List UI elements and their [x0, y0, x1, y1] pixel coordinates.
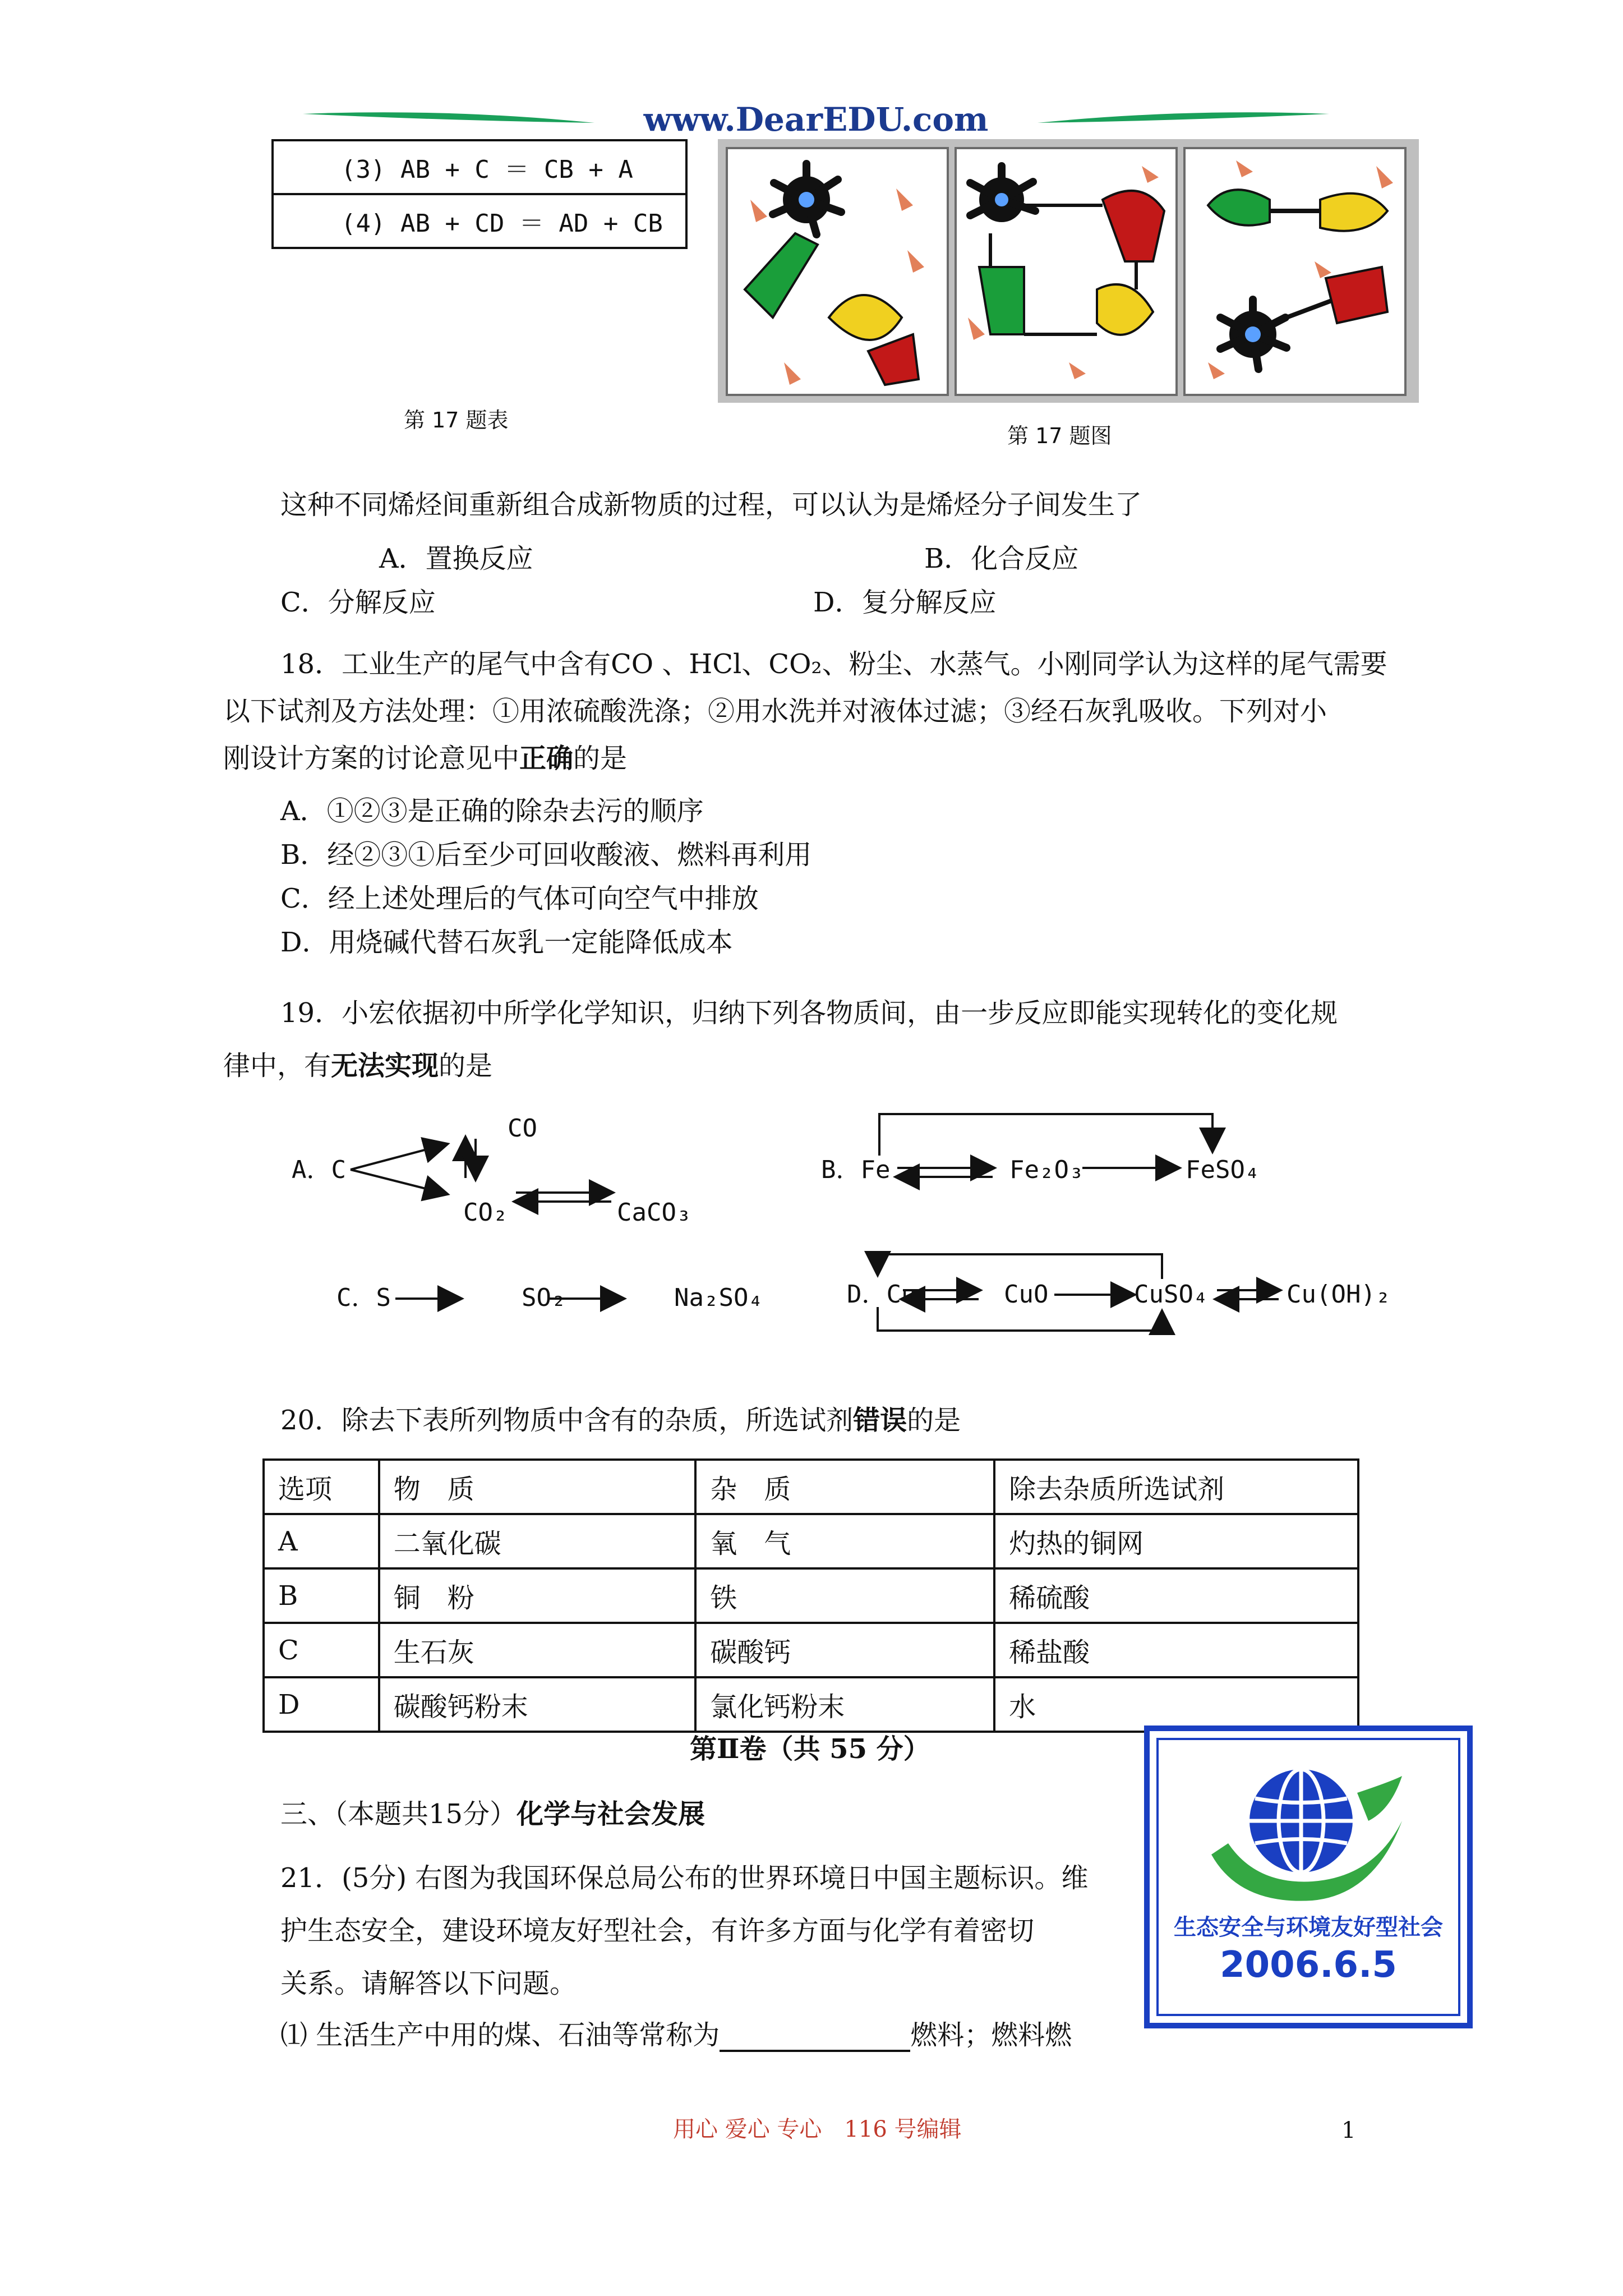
- q18-line-2: 以下试剂及方法处理：①用浓硫酸洗涤；②用水洗并对液体过滤；③经石灰乳吸收。下列对小: [223, 696, 1327, 727]
- section3-heading: [280, 1798, 705, 1831]
- q19-line-2: [223, 1050, 492, 1083]
- table-row: [264, 1568, 1358, 1623]
- metathesis-diagram-3: [1186, 149, 1404, 394]
- q18-line-3: [223, 743, 627, 775]
- q19-d-cuso4: CuSO₄: [1134, 1280, 1209, 1309]
- q19-b-feso4: FeSO₄: [1186, 1156, 1260, 1184]
- q20-question-post: 的是: [907, 1405, 961, 1436]
- header-reagent: 除去杂质所选试剂: [994, 1460, 1358, 1514]
- q19-a-co2: CO₂: [463, 1198, 508, 1227]
- cell-option: C: [264, 1623, 379, 1677]
- q17-figure: [718, 139, 1419, 403]
- cell-substance: 碳酸钙粉末: [379, 1677, 696, 1732]
- table-row: [264, 1623, 1358, 1677]
- header-impurity: 杂 质: [695, 1460, 994, 1514]
- q19-c-so2: SO₂: [522, 1283, 566, 1312]
- section3-topic: 化学与社会发展: [517, 1798, 706, 1830]
- q19-line-2-pre: 律中，有: [223, 1050, 331, 1082]
- q17-table-caption: 第 17 题表: [404, 408, 509, 432]
- q19-c-label: C．S: [336, 1283, 391, 1312]
- environment-day-logo: [1144, 1726, 1473, 2028]
- q19-d-cuo: CuO: [1004, 1280, 1049, 1309]
- q18-option-a: A．①②③是正确的除杂去污的顺序: [280, 795, 704, 827]
- cell-option: B: [264, 1568, 379, 1623]
- q20-table: [262, 1458, 1359, 1733]
- q20-keyword: 错误: [853, 1405, 907, 1436]
- q21-line-4-post: 燃料；燃料燃: [910, 2019, 1072, 2051]
- q19-a-co: CO: [508, 1114, 537, 1143]
- cell-substance: 二氧化碳: [379, 1514, 696, 1568]
- q17-equation-table: [271, 139, 688, 249]
- section3-heading-pre: 三、（本题共15分）: [280, 1798, 517, 1830]
- header-option: 选项: [264, 1460, 379, 1514]
- cell-reagent: 灼热的铜网: [994, 1514, 1358, 1568]
- q18-keyword: 正确: [519, 743, 574, 774]
- q21-line-1: 21．(5分) 右图为我国环保总局公布的世界环境日中国主题标识。维: [280, 1862, 1089, 1894]
- q17-option-d: D．复分解反应: [813, 587, 997, 618]
- footer-slogan: 用心 爱心 专心 116 号编辑: [673, 2116, 962, 2142]
- q17-question: 这种不同烯烃间重新组合成新物质的过程，可以认为是烯烃分子间发生了: [280, 489, 1142, 521]
- q18-line-1: 18．工业生产的尾气中含有CO 、HCl、CO₂、粉尘、水蒸气。小刚同学认为这样的尾气需要: [280, 648, 1387, 680]
- q21-line-4-pre: ⑴ 生活生产中用的煤、石油等常称为: [280, 2019, 720, 2051]
- figure-panel-2: [955, 147, 1178, 396]
- q18-option-d: D．用烧碱代替石灰乳一定能降低成本: [280, 927, 733, 958]
- cell-reagent: 水: [994, 1677, 1358, 1732]
- q18-option-b: B．经②③①后至少可回收酸液、燃料再利用: [280, 839, 812, 871]
- q19-c-na2so4: Na₂SO₄: [674, 1283, 763, 1312]
- q20-question: [280, 1405, 961, 1437]
- table-header-row: [264, 1460, 1358, 1514]
- q21-line-4: [280, 2019, 1072, 2052]
- table-row: [264, 1514, 1358, 1568]
- q20-question-pre: 20．除去下表所列物质中含有的杂质，所选试剂: [280, 1405, 854, 1436]
- table-row: [264, 1677, 1358, 1732]
- cell-substance: 生石灰: [379, 1623, 696, 1677]
- cell-substance: 铜 粉: [379, 1568, 696, 1623]
- cell-option: D: [264, 1677, 379, 1732]
- q18-line-3-pre: 刚设计方案的讨论意见中: [223, 743, 520, 774]
- figure-panel-3: [1183, 147, 1407, 396]
- q19-a-caco3: CaCO₃: [617, 1198, 691, 1227]
- q18-line-3-post: 的是: [573, 743, 628, 774]
- q17-row-3: (3) AB + C ＝ CB + A: [273, 140, 686, 194]
- q19-line-2-post: 的是: [439, 1050, 493, 1082]
- site-name: www.DearEDU.com: [643, 100, 989, 139]
- cell-option: A: [264, 1514, 379, 1568]
- q17-row-4: (4) AB + CD ＝ AD + CB: [273, 194, 686, 248]
- banner-swoosh-left: [303, 104, 594, 137]
- q17-figure-caption: 第 17 题图: [1007, 424, 1112, 448]
- part2-title: 第Ⅱ卷（共 55 分）: [690, 1733, 930, 1765]
- q21-line-3: 关系。请解答以下问题。: [280, 1968, 577, 1999]
- page-number: 1: [1341, 2118, 1356, 2143]
- banner-swoosh-right: [1038, 104, 1329, 137]
- cell-impurity: 铁: [695, 1568, 994, 1623]
- q19-b-fe2o3: Fe₂O₃: [1009, 1156, 1084, 1184]
- q17-option-b: B．化合反应: [924, 543, 1079, 574]
- header-banner: [303, 100, 1329, 139]
- q19-d-label: D．Cu: [847, 1280, 916, 1309]
- q17-option-c: C．分解反应: [280, 587, 436, 618]
- figure-panel-1: [726, 147, 949, 396]
- globe-leaf-icon: [1206, 1754, 1408, 1911]
- q18-option-c: C．经上述处理后的气体可向空气中排放: [280, 883, 759, 914]
- q19-keyword: 无法实现: [331, 1050, 439, 1082]
- logo-text-date: 2006.6.5: [1220, 1944, 1397, 1986]
- q21-line-2: 护生态安全，建设环境友好型社会，有许多方面与化学有着密切: [280, 1915, 1035, 1947]
- q19-d-cuoh2: Cu(OH)₂: [1287, 1280, 1391, 1309]
- cell-impurity: 氧 气: [695, 1514, 994, 1568]
- answer-blank[interactable]: [720, 2023, 910, 2052]
- q19-line-1: 19．小宏依据初中所学化学知识，归纳下列各物质间，由一步反应即能实现转化的变化规: [280, 997, 1338, 1029]
- cell-reagent: 稀硫酸: [994, 1568, 1358, 1623]
- q19-b-label: B．Fe: [821, 1156, 891, 1184]
- logo-text-theme: 生态安全与环境友好型社会: [1174, 1915, 1443, 1940]
- cell-reagent: 稀盐酸: [994, 1623, 1358, 1677]
- q17-option-a: A．置换反应: [379, 543, 533, 574]
- q19-a-label: A．C: [292, 1156, 346, 1184]
- cell-impurity: 氯化钙粉末: [695, 1677, 994, 1732]
- metathesis-diagram-1: [728, 149, 947, 394]
- cell-impurity: 碳酸钙: [695, 1623, 994, 1677]
- metathesis-diagram-2: [957, 149, 1175, 394]
- header-substance: 物 质: [379, 1460, 696, 1514]
